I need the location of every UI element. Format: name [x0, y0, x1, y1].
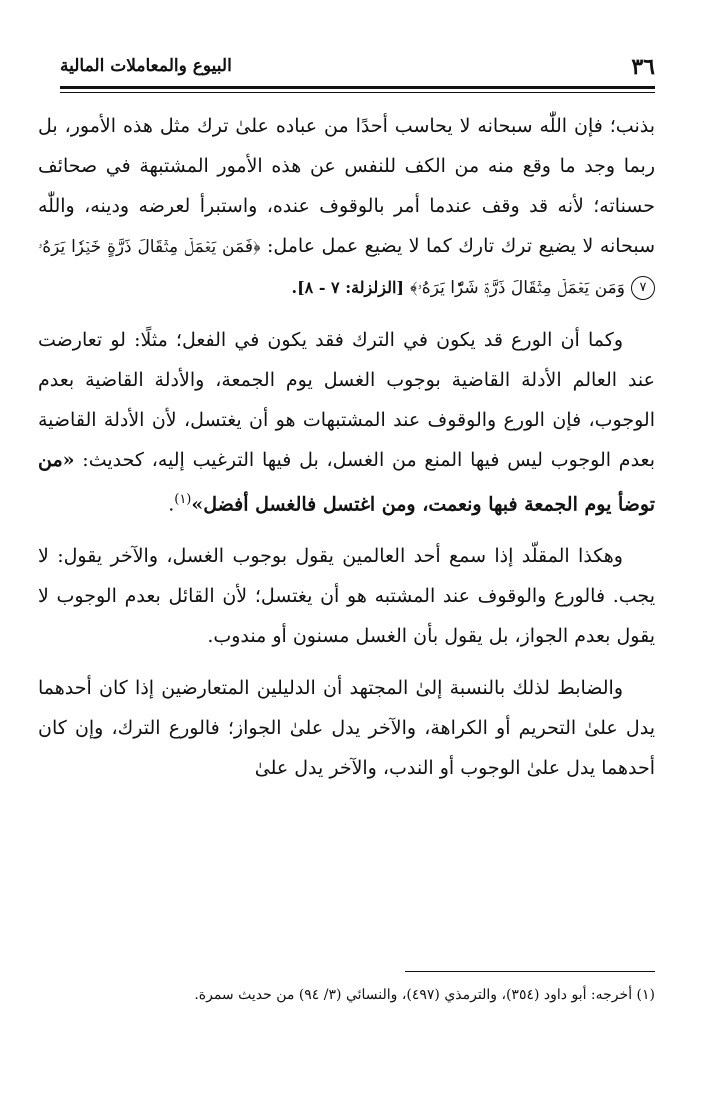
paragraph-1-text: بذنب؛ فإن اللّٰه سبحانه لا يحاسب أحدًا من عباده علىٰ ترك مثل هذه الأمور، بل ربما وجد ما وقع منه من الكف للنفس عن هذه الأمور المشتبهة في صحائف حسناته؛ لأنه قد وقف عندما أمر بالوقوف عنده، واستبرأ لعرضه ودينه، واللّٰه سبحانه لا يضيع ترك تارك كما لا يضيع عمل عامل:	[38, 115, 656, 257]
quran-verse-8: وَمَن يَعۡمَلۡ مِثۡقَالَ ذَرَّةٖ شَرّٗا يَرَهُۥ﴾	[410, 278, 625, 298]
header-rule-thin	[60, 92, 655, 93]
page-header	[60, 52, 655, 84]
paragraph-2-end: .	[168, 493, 175, 516]
paragraph-1	[38, 106, 655, 308]
hadith-quote: «من توضأ يوم الجمعة فبها ونعمت، ومن اغتسل فالغسل أفضل»	[38, 449, 655, 516]
paragraph-3: وهكذا المقلّد إذا سمع أحد العالمين يقول بوجوب الغسل، والآخر يقول: لا يجب. فالورع والوقوف عند المشتبه هو أن يغتسل؛ لأن القائل بعدم الوجوب لا يقول بعدم الجواز، بل يقول بأن الغسل مسنون أو مندوب.	[38, 545, 655, 648]
quran-verse-7: ﴿فَمَن يَعۡمَلۡ مِثۡقَالَ ذَرَّةٍ خَيۡرٗا يَرَهُۥ	[38, 237, 261, 257]
page-number: ٣٦	[631, 54, 655, 80]
paragraph-4: والضابط لذلك بالنسبة إلىٰ المجتهد أن الدليلين المتعارضين إذا كان أحدهما يدل علىٰ التحريم أو الكراهة، والآخر يدل علىٰ الجواز؛ فالورع الترك، وإن كان أحدهما يدل علىٰ الوجوب أو الندب، والآخر يدل علىٰ	[38, 677, 655, 780]
footnote-rule	[405, 971, 655, 972]
paragraph-2	[38, 320, 655, 524]
body-text	[38, 106, 655, 800]
verse-number-marker: ٧	[631, 276, 655, 300]
running-title: البيوع والمعاملات المالية	[60, 56, 232, 76]
header-rule-thick	[60, 86, 655, 89]
footnote-marker[interactable]: (١)	[174, 492, 192, 507]
paragraph-2-text: وكما أن الورع قد يكون في الترك فقد يكون في الفعل؛ مثلًا: لو تعارضت عند العالم الأدلة القاضية بوجوب الغسل يوم الجمعة، والأدلة القاضية بعدم الوجوب، فإن الورع والوقوف عند المشتبهات هو أن يغتسل، لأن الأدلة القاضية بعدم الوجوب ليس فيها المنع من الغسل، بل فيها الترغيب إليه، كحديث:	[38, 329, 655, 471]
quran-reference: [الزلزلة: ٧ - ٨].	[291, 278, 404, 297]
footnote: (١) أخرجه: أبو داود (٣٥٤)، والترمذي (٤٩٧)، والنسائي (٣/ ٩٤) من حديث سمرة.	[194, 987, 655, 1003]
